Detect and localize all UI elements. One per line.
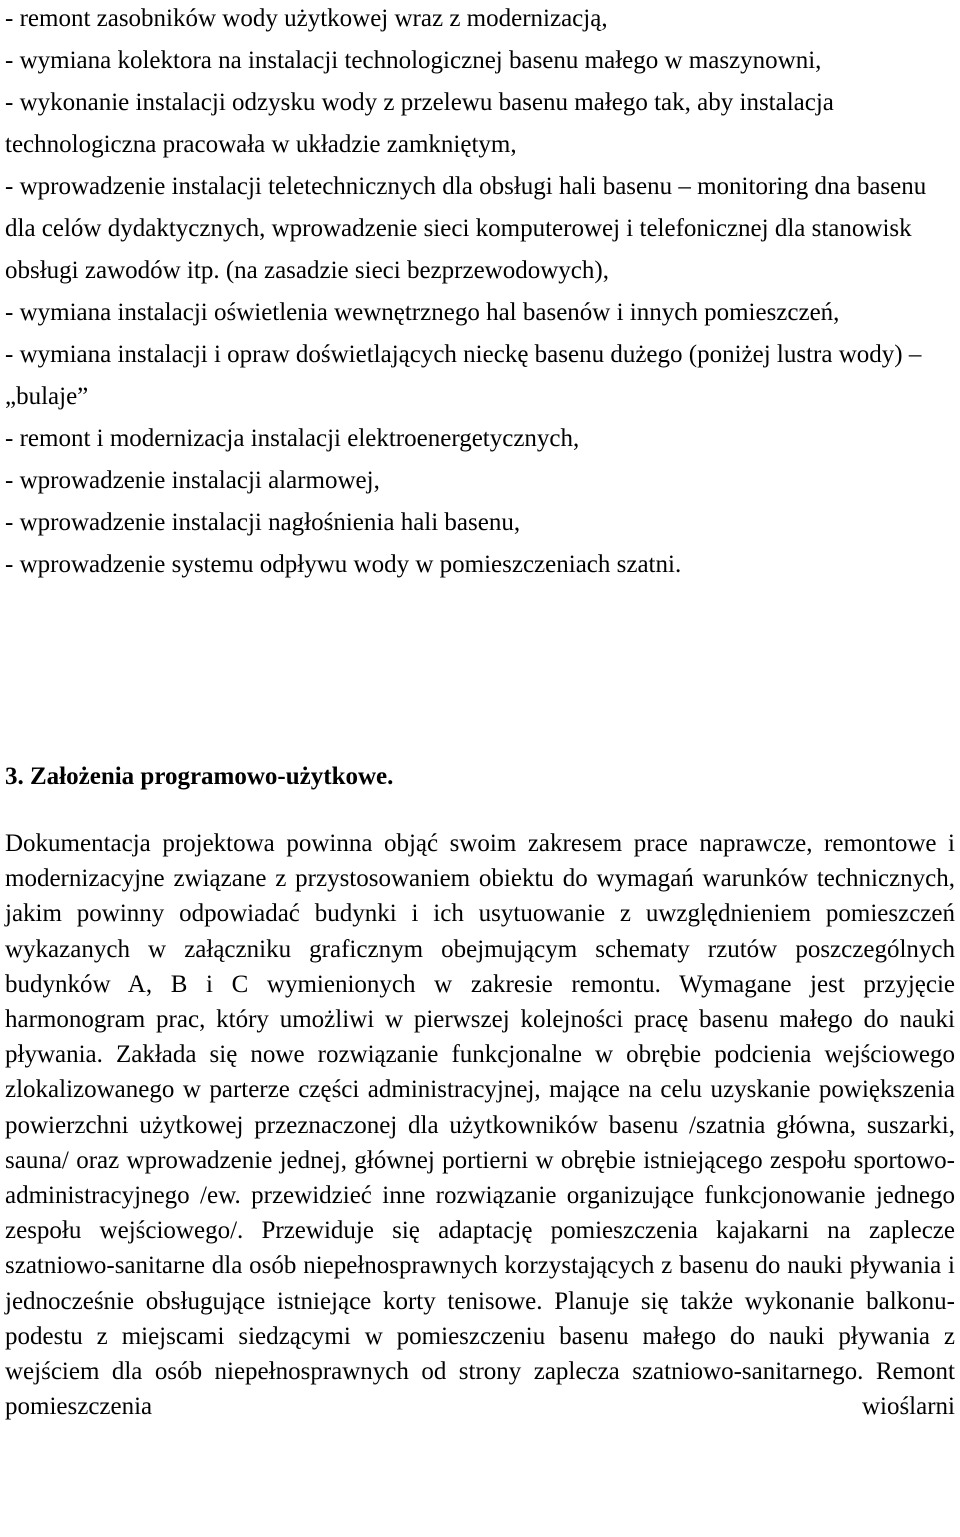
installation-work-list: [5, 0, 955, 586]
body-paragraph: Dokumentacja projektowa powinna objąć swoim zakresem prace naprawcze, remontowe i modernizacyjne związane z przystosowaniem obiektu do wymagań warunków technicznych, jakim powinny odpowiadać budynki i ich usytuowanie z uwzględnieniem pomieszczeń wykazanych w załączniku graficznym obejmującym schematy rzutów poszczególnych budynków A, B i C wymienionych w zakresie remontu. Wymagane jest przyjęcie harmonogram prac, który umożliwi w pierwszej kolejności pracę basenu małego do nauki pływania. Zakłada się nowe rozwiązanie funkcjonalne w obrębie podcienia wejściowego zlokalizowanego w parterze części administracyjnej, mające na celu uzyskanie powiększenia powierzchni użytkowej przeznaczonej dla użytkowników basenu /szatnia główna, suszarki, sauna/ oraz wprowadzenie jednej, głównej portierni w obrębie istniejącego zespołu sportowo-administracyjnego /ew. przewidzieć inne rozwiązanie organizujące funkcjonowanie jednego zespołu wejściowego/. Przewiduje się adaptację pomieszczenia kajakarni na zaplecze szatniowo-sanitarne dla osób niepełnosprawnych korzystających z basenu do nauki pływania i jednocześnie obsługujące istniejące korty tenisowe. Planuje się także wykonanie balkonu-podestu z miejscami siedzącymi w pomieszczeniu basenu małego do nauki pływania z wejściem dla osób niepełnosprawnych od strony zaplecza szatniowo-sanitarnego. Remont pomieszczenia wioślarni: [5, 830, 955, 1421]
list-item: - remont zasobników wody użytkowej wraz z modernizacją,: [5, 5, 608, 32]
list-item: - wprowadzenie instalacji teletechnicznych dla obsługi hali basenu – monitoring dna basenu dla celów dydaktycznych, wprowadzenie sieci komputerowej i telefonicznej dla stanowisk obsługi zawodów itp. (na zasadzie sieci bezprzewodowych),: [5, 173, 927, 284]
list-item: - wymiana instalacji i opraw doświetlających nieckę basenu dużego (poniżej lustra wody) – „bulaje”: [5, 341, 922, 410]
list-item: - wprowadzenie instalacji alarmowej,: [5, 467, 380, 494]
list-item: - wykonanie instalacji odzysku wody z przelewu basenu małego tak, aby instalacja technologiczna pracowała w układzie zamkniętym,: [5, 89, 834, 158]
list-item: - remont i modernizacja instalacji elektroenergetycznych,: [5, 425, 580, 452]
section-heading: 3. Założenia programowo-użytkowe.: [5, 763, 394, 790]
list-item: - wprowadzenie systemu odpływu wody w pomieszczeniach szatni.: [5, 551, 682, 578]
list-item: - wprowadzenie instalacji nagłośnienia hali basenu,: [5, 509, 521, 536]
work-items-list: [5, 0, 955, 586]
list-item: - wymiana instalacji oświetlenia wewnętrznego hal basenów i innych pomieszczeń,: [5, 299, 840, 326]
list-item: - wymiana kolektora na instalacji technologicznej basenu małego w maszynowni,: [5, 47, 822, 74]
